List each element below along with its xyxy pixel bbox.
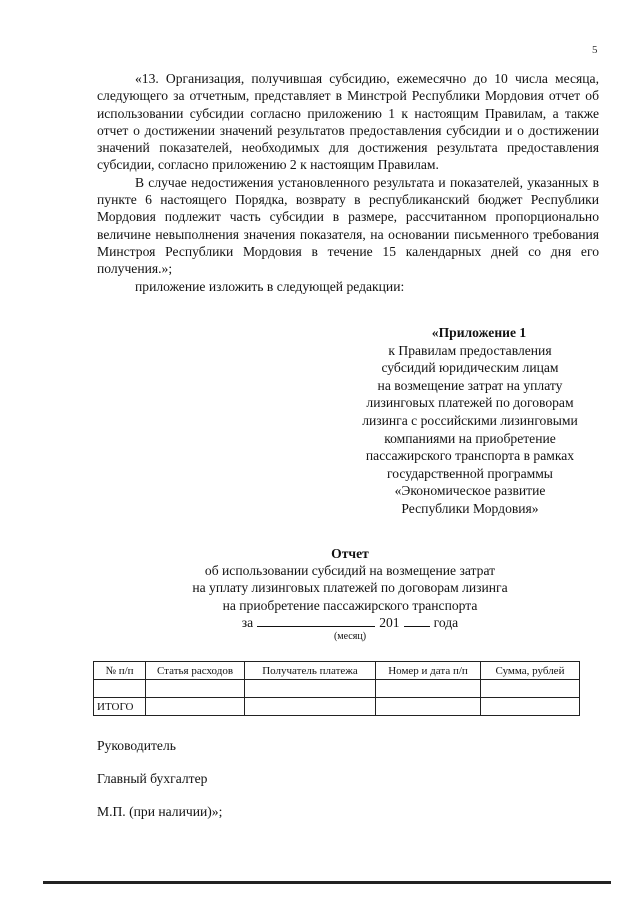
report-subtitle-line: на приобретение пассажирского транспорта	[222, 597, 478, 613]
year-prefix: 201	[379, 614, 400, 630]
year-blank	[404, 614, 430, 627]
table-cell	[146, 698, 245, 716]
table-total-row	[94, 698, 580, 716]
table-cell	[481, 680, 580, 698]
table-row	[94, 680, 580, 698]
table-header-row	[94, 662, 580, 680]
table-cell	[245, 698, 376, 716]
month-blank	[257, 614, 375, 627]
appendix-heading	[345, 324, 595, 518]
period-prefix: за	[241, 614, 254, 630]
report-period-line	[100, 614, 600, 631]
report-subtitle-line: на уплату лизинговых платежей по договорам лизинга	[192, 580, 508, 596]
table-header-cell: Получатель платежа	[245, 662, 376, 680]
report-table	[93, 661, 580, 716]
appendix-line: компаниями на приобретение	[384, 430, 556, 446]
table-cell	[245, 680, 376, 698]
appendix-line: пассажирского транспорта в рамках	[365, 448, 575, 464]
appendix-line: государственной программы	[387, 465, 553, 481]
page-number: 5	[592, 44, 598, 56]
table-cell	[376, 680, 481, 698]
table-header-cell: Номер и дата п/п	[376, 662, 481, 680]
table-total-label: ИТОГО	[94, 698, 146, 716]
left-margin-line	[43, 0, 44, 905]
report-title: Отчет	[331, 546, 369, 561]
appendix-title: «Приложение 1	[431, 325, 527, 340]
table-cell	[376, 698, 481, 716]
appendix-line: лизинга с российскими лизинговыми	[362, 412, 578, 428]
appendix-line: «Экономическое развитие	[394, 483, 546, 499]
appendix-line: Республики Мордовия»	[401, 500, 539, 516]
appendix-line: субсидий юридическим лицам	[381, 360, 559, 376]
table-cell	[481, 698, 580, 716]
year-suffix: года	[433, 614, 459, 630]
bottom-rule	[43, 881, 611, 884]
paragraph: В случае недостижения установленного результата и показателей, указанных в пункте 6 настоящего Порядка, возврату в республиканский бюджет Республики Мордовия подлежит часть субсидии в размере, рассчитанном пропорционально величине невыполнения значения показателя, на основании письменного требования Минстроя Республики Мордовия в течение 15 календарных дней со дня его получения.»;	[97, 174, 599, 277]
table-cell	[146, 680, 245, 698]
table-header-cell: Статья расходов	[146, 662, 245, 680]
signature-head: Руководитель	[97, 738, 176, 753]
appendix-line: лизинговых платежей по договорам	[366, 395, 574, 411]
table-header-cell: № п/п	[94, 662, 146, 680]
month-caption: (месяц)	[333, 631, 367, 643]
body-text	[97, 70, 599, 295]
paragraph: «13. Организация, получившая субсидию, ежемесячно до 10 числа месяца, следующего за отчетным, представляет в Минстрой Республики Мордовия отчет об использовании субсидии согласно приложению 1 к настоящим Правилам, а также отчет о достижении значений результатов предоставления субсидии и о достижении значений показателей, необходимых для достижения результата предоставления субсидии, согласно приложению 2 к настоящим Правилам.	[97, 71, 599, 173]
table-header-cell: Сумма, рублей	[481, 662, 580, 680]
report-heading	[100, 545, 600, 643]
report-subtitle-line: об использовании субсидий на возмещение затрат	[204, 563, 496, 579]
appendix-line: на возмещение затрат на уплату	[377, 377, 563, 393]
table-cell	[94, 680, 146, 698]
signature-accountant: Главный бухгалтер	[97, 771, 208, 786]
signature-seal: М.П. (при наличии)»;	[97, 804, 223, 819]
paragraph: приложение изложить в следующей редакции:	[135, 278, 405, 294]
appendix-line: к Правилам предоставления	[388, 342, 552, 358]
